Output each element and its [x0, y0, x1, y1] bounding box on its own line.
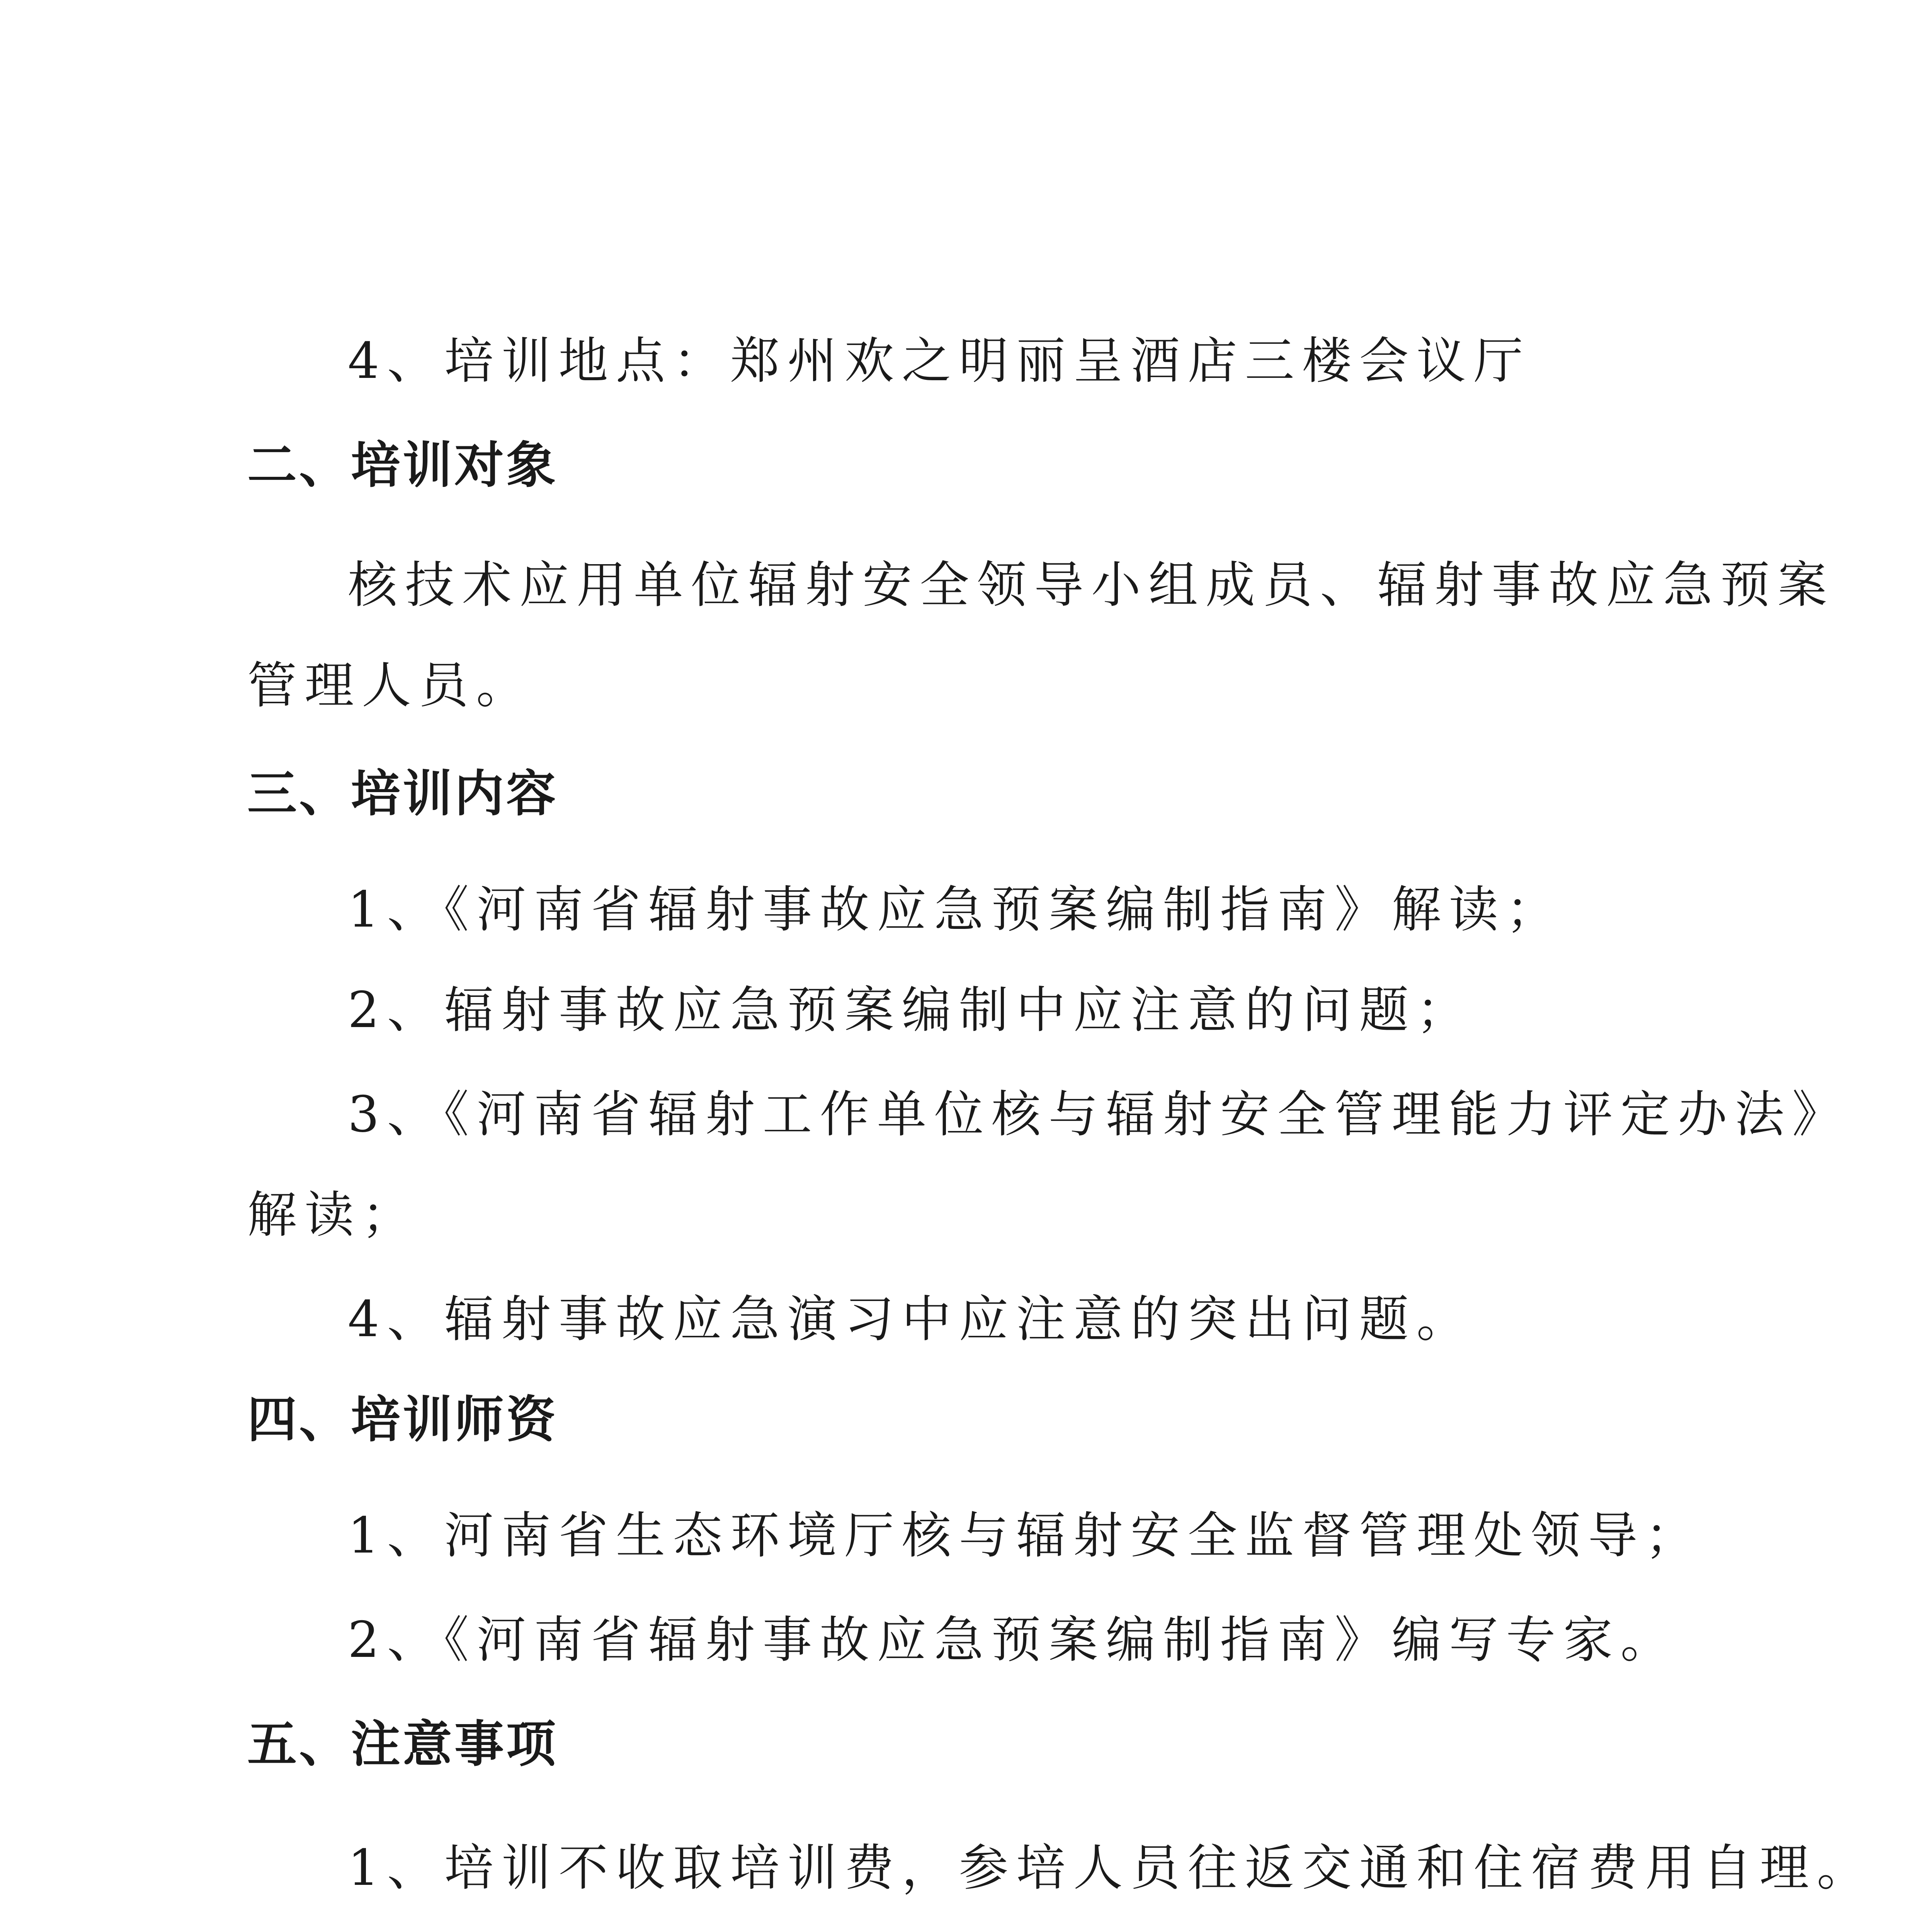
training-target-line-1: 核技术应用单位辐射安全领导小组成员、辐射事故应急预案 — [348, 556, 1835, 614]
training-target-line-2: 管理人员。 — [247, 657, 534, 714]
training-location-line: 4、培训地点：郑州欢之明丽呈酒店三楼会议厅 — [348, 332, 1531, 390]
section-heading-training-content: 三、培训内容 — [247, 765, 558, 823]
instructors-item-1: 1、河南省生态环境厅核与辐射安全监督管理处领导； — [348, 1507, 1703, 1565]
training-content-item-1: 1、《河南省辐射事故应急预案编制指南》解读； — [348, 881, 1563, 939]
notes-item-1: 1、培训不收取培训费，参培人员往返交通和住宿费用自理。 — [348, 1839, 1874, 1897]
instructors-item-2: 2、《河南省辐射事故应急预案编制指南》编写专家。 — [348, 1611, 1678, 1669]
section-heading-instructors: 四、培训师资 — [247, 1391, 558, 1449]
training-content-item-2: 2、辐射事故应急预案编制中应注意的问题； — [348, 981, 1474, 1039]
training-content-item-4: 4、辐射事故应急演习中应注意的突出问题。 — [348, 1291, 1474, 1348]
section-heading-training-target: 二、培训对象 — [247, 437, 558, 494]
section-heading-notes: 五、注意事项 — [247, 1716, 558, 1773]
training-content-item-3: 3、《河南省辐射工作单位核与辐射安全管理能力评定办法》 — [348, 1086, 1849, 1143]
training-content-item-3-cont: 解读； — [247, 1186, 419, 1244]
